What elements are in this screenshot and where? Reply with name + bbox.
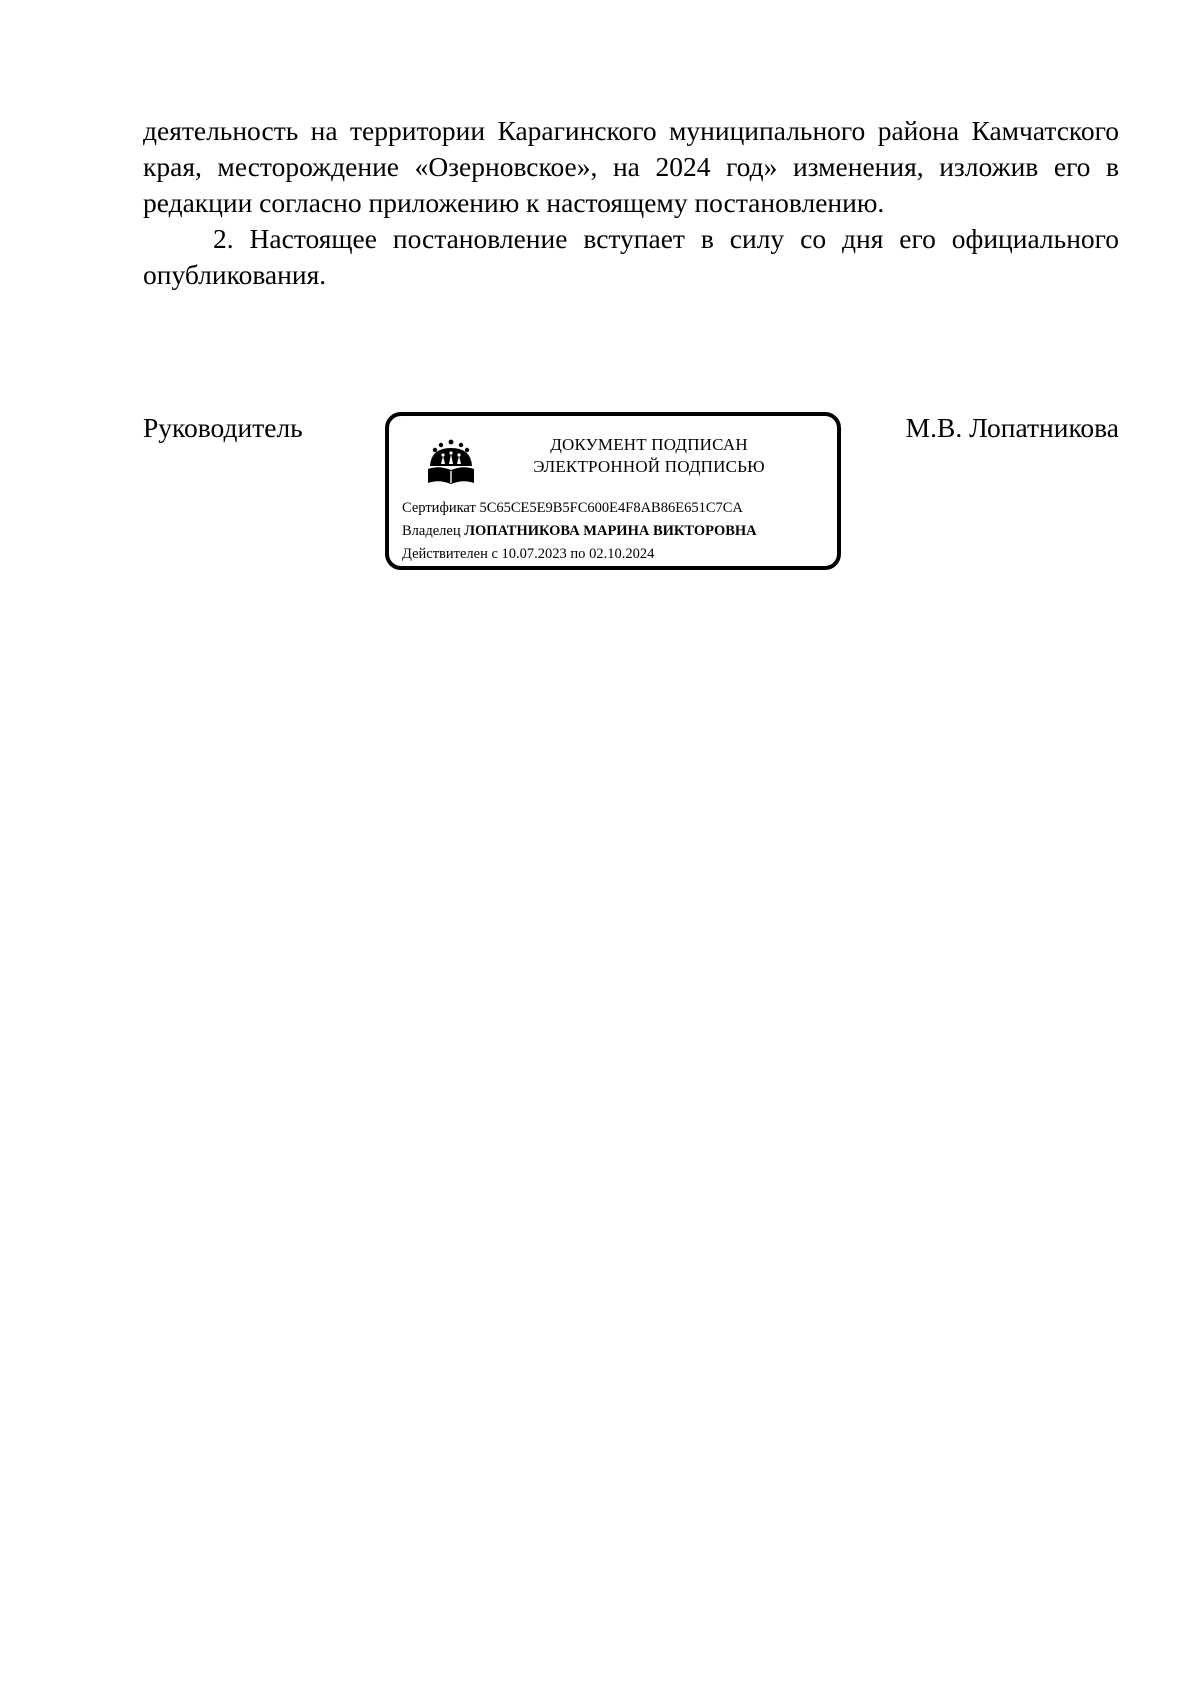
owner-value: ЛОПАТНИКОВА МАРИНА ВИКТОРОВНА — [464, 523, 757, 539]
signatory-role: Руководитель — [143, 412, 303, 443]
certificate-label: Сертификат — [402, 500, 476, 516]
stamp-owner-line — [402, 521, 757, 541]
valid-to-label: по — [570, 546, 586, 562]
signatory-name: М.В. Лопатникова — [905, 412, 1119, 443]
valid-from-date: 10.07.2023 — [501, 546, 567, 562]
body-paragraph-2: 2. Настоящее постановление вступает в силу со дня его официального опубликования. — [143, 223, 1119, 290]
valid-to-date: 02.10.2024 — [589, 546, 655, 562]
valid-from-label: с — [491, 546, 498, 562]
stamp-validity-line — [402, 544, 654, 564]
kamchatka-emblem-icon — [425, 436, 477, 488]
document-body — [143, 113, 1119, 293]
owner-label: Владелец — [402, 523, 461, 539]
stamp-title — [489, 434, 809, 478]
valid-label: Действителен — [402, 546, 488, 562]
certificate-value: 5C65CE5E9B5FC600E4F8AB86E651C7CA — [479, 500, 743, 516]
stamp-certificate-line — [402, 498, 743, 518]
body-paragraph-1: деятельность на территории Карагинского муниципального района Камчатского края, месторождение «Озерновское», на 2024 год» изменения, изложив его в редакции согласно приложению к настоящему постановлению. — [143, 115, 1119, 218]
stamp-title-line-2: ЭЛЕКТРОННОЙ ПОДПИСЬЮ — [533, 457, 765, 476]
electronic-signature-stamp — [385, 412, 841, 570]
stamp-title-line-1: ДОКУМЕНТ ПОДПИСАН — [550, 435, 748, 454]
